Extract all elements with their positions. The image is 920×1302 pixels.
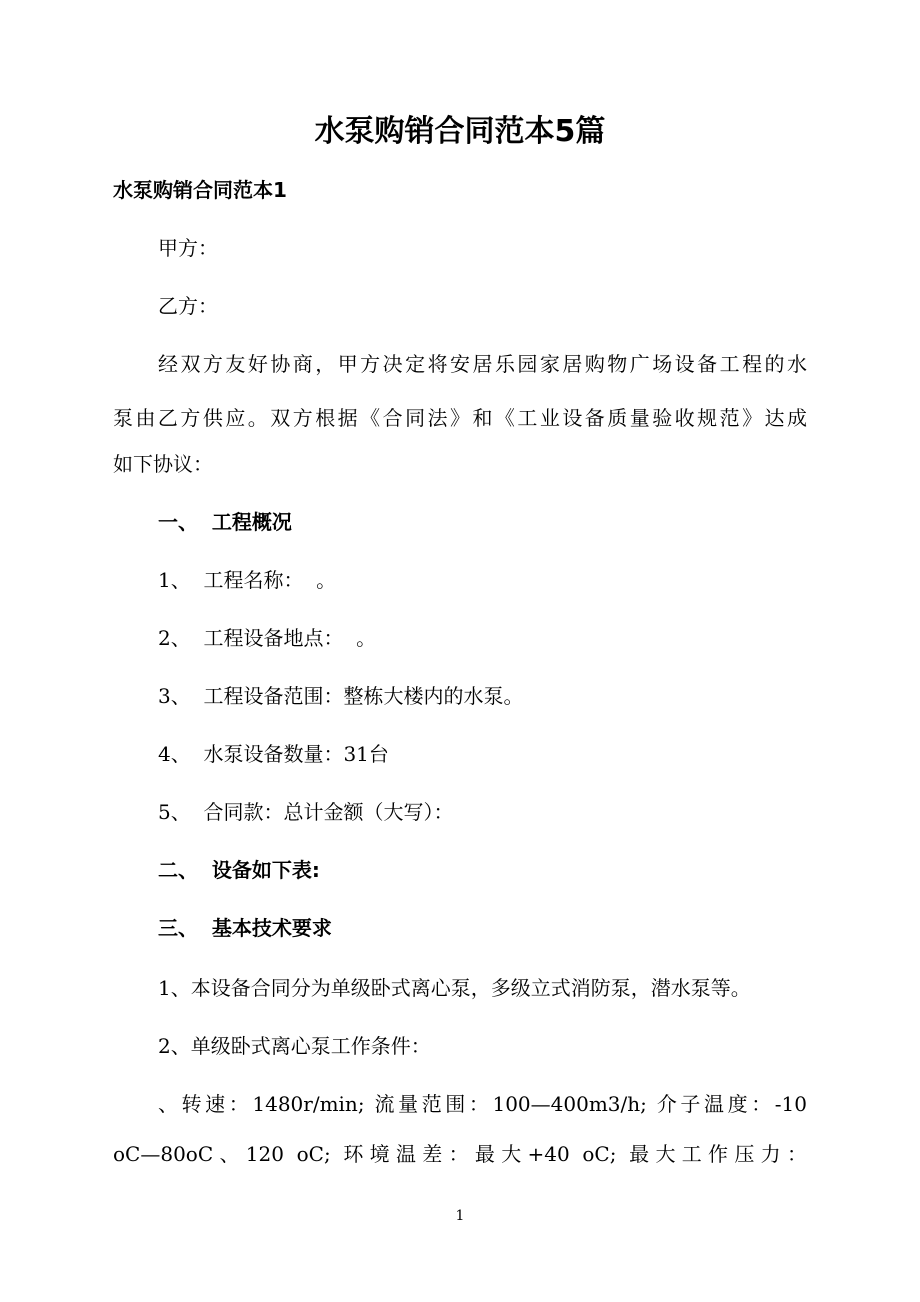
section-heading: 水泵购销合同范本1	[113, 178, 287, 202]
page-number: 1	[455, 1208, 465, 1224]
list-item: 1、 工程名称： 。	[158, 568, 337, 592]
intro-paragraph-line-2: 泵由乙方供应。双方根据《合同法》和《工业设备质量验收规范》达成	[113, 406, 807, 430]
list-item: 2、 工程设备地点： 。	[158, 626, 377, 650]
conditions-line-2: oC—80oC、120 oC; 环境温差：最大+40 oC; 最大工作压力：	[113, 1142, 807, 1166]
requirement-2: 2、单级卧式离心泵工作条件：	[158, 1034, 431, 1058]
party-a-line: 甲方：	[158, 236, 218, 260]
intro-paragraph-line-1: 经双方友好协商，甲方决定将安居乐园家居购物广场设备工程的水	[158, 352, 807, 376]
section-1-heading: 一、 工程概况	[158, 510, 292, 534]
section-3-heading: 三、 基本技术要求	[158, 916, 332, 940]
list-item: 4、 水泵设备数量：31台	[158, 742, 389, 766]
document-title: 水泵购销合同范本5篇	[314, 114, 606, 149]
list-item: 3、 工程设备范围：整栋大楼内的水泵。	[158, 684, 524, 708]
party-b-line: 乙方：	[158, 294, 218, 318]
requirement-1: 1、本设备合同分为单级卧式离心泵，多级立式消防泵，潜水泵等。	[158, 976, 751, 1000]
conditions-line-1: 、转速：1480r/min; 流量范围：100—400m3/h; 介子温度：-10	[158, 1092, 807, 1116]
intro-paragraph-line-3: 如下协议：	[113, 452, 213, 476]
list-item: 5、 合同款：总计金额（大写）：	[158, 800, 454, 824]
section-2-heading: 二、 设备如下表:	[158, 858, 320, 882]
